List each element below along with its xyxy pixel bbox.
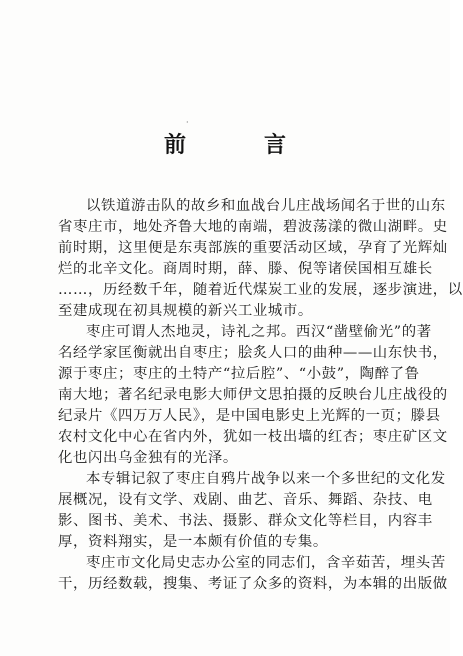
- text-line: 厚，资料翔实，是一本颇有价值的专集。: [58, 534, 328, 550]
- text-line: 纪录片《四万万人民》，是中国电影史上光辉的一页；滕县: [58, 408, 441, 424]
- page-speck: ·: [186, 118, 189, 127]
- text-line: 展概况，设有文学、戏剧、曲艺、音乐、舞蹈、杂技、电: [58, 492, 433, 508]
- text-line: 化也闪出乌金独有的光泽。: [58, 450, 238, 466]
- text-line: 前时期，这里便是东夷部族的重要活动区域，孕育了光辉灿: [58, 240, 448, 256]
- text-line: 影、图书、美术、书法、摄影、群众文化等栏目，内容丰: [58, 513, 433, 529]
- text-line: 名经学家匡衡就出自枣庄；脍炙人口的曲种——山东快书，: [58, 345, 448, 361]
- text-line: 本专辑记叙了枣庄自鸦片战争以来一个多世纪的文化发: [86, 471, 446, 487]
- text-line: 枣庄市文化局史志办公室的同志们，含辛茹苦，埋头苦: [86, 555, 446, 571]
- text-line: ……，历经数千年，随着近代煤炭工业的发展，逐步演进，以: [58, 282, 463, 298]
- text-line: 南大地；著名纪录电影大师伊文思拍摄的反映台儿庄战役的: [58, 387, 448, 403]
- text-line: 干，历经数载，搜集、考证了众多的资料，为本辑的出版做: [58, 576, 448, 592]
- text-line: 省枣庄市，地处齐鲁大地的南端，碧波荡漾的微山湖畔。史: [58, 219, 448, 235]
- text-line: 源于枣庄；枣庄的土特产“拉后腔”、“小鼓”，陶醉了鲁: [58, 366, 420, 382]
- text-line: 农村文化中心在省内外，犹如一枝出墙的红杏；枣庄矿区文: [58, 429, 448, 445]
- page-title: 前 言: [163, 132, 314, 158]
- text-line: 烂的北辛文化。商周时期，薛、滕、倪等诸侯国相互雄长: [58, 261, 433, 277]
- text-line: 以铁道游击队的故乡和血战台儿庄战场闻名于世的山东: [86, 198, 446, 214]
- text-line: 至建成现在初具规模的新兴工业城市。: [58, 303, 313, 319]
- text-line: 枣庄可谓人杰地灵，诗礼之邦。西汉“凿壁偷光”的著: [86, 324, 432, 340]
- preface-body: [58, 196, 463, 595]
